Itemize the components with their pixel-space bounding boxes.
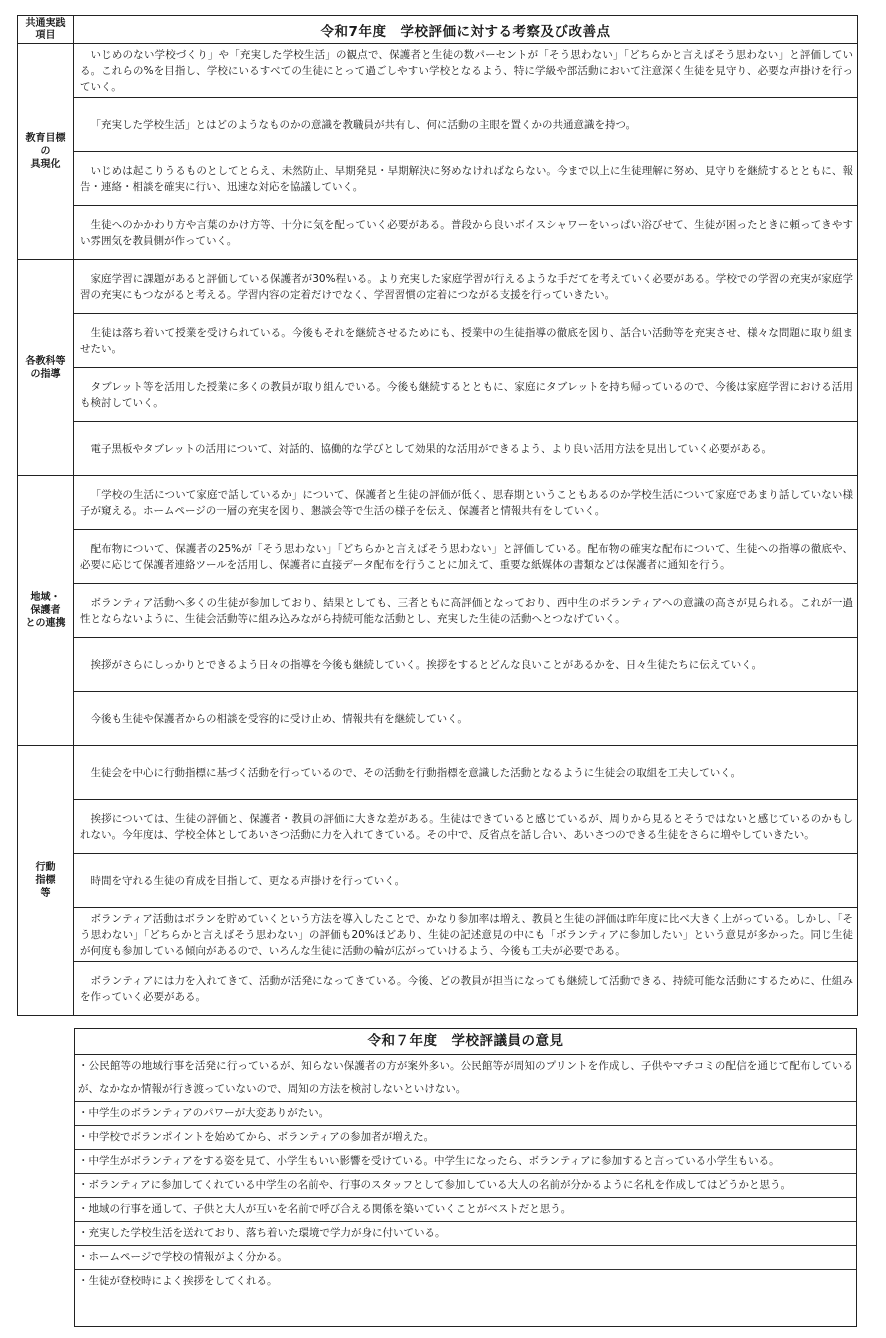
row-text: ボランティアには力を入れてきて、活動が活発になってきている。今後、どの教員が担当になっても継続して活動できる、持続可能な活動にするために、仕組みを作っていく必要がある。 (74, 962, 858, 1016)
list-item: ・生徒が登校時によく挨拶をしてくれる。 (78, 1275, 278, 1287)
row-text: 家庭学習に課題があると評価している保護者が30%程いる。より充実した家庭学習が行えるような手だてを考えていく必要がある。学校での学習の充実が家庭学習の充実にもつながると考える。学習内容の定着だけでなく、学習習慣の定着につながる支援を行っていきたい。 (74, 260, 858, 314)
list-item: ・ボランティアに参加してくれている中学生の名前や、行事のスタッフとして参加している大人の名前が分かるように名札を作成してはどうかと思う。 (75, 1174, 856, 1198)
row-text: 配布物について、保護者の25%が「そう思わない」「どちらかと言えばそう思わない」と評価している。配布物の確実な配布について、生徒への指導の徹底や、必要に応じて保護者連絡ツールを活用し、保護者に直接データ配布を行うことに加えて、重要な紙媒体の書類などは保護者に通知を行う。 (74, 530, 858, 584)
row-text: 挨拶がさらにしっかりとできるよう日々の指導を今後も継続していく。挨拶をするとどんな良いことがあるかを、日々生徒たちに伝えていく。 (74, 638, 858, 692)
row-text: 「充実した学校生活」とはどのようなものかの意識を教職員が共有し、何に活動の主眼を置くかの共通意識を持つ。 (74, 98, 858, 152)
row-text: 「学校の生活について家庭で話しているか」について、保護者と生徒の評価が低く、思春期ということもあるのか学校生活について家庭であまり話していない様子が窺える。ホームページの一層の充実を図り、懇談会等で生活の様子を伝え、保護者と情報共有をしていく。 (74, 476, 858, 530)
row-text: ボランティア活動はボランを貯めていくという方法を導入したことで、かなり参加率は増え、教員と生徒の評価は昨年度に比べ大きく上がっている。しかし、「そう思わない」「どちらかと言えばそう思わない」の評価も20%ほどあり、生徒の記述意見の中にも「ボランティアに参加したい」という意見が多かった。同じ生徒が何度も参加している傾向があるので、いろんな生徒に活動の輪が広がっていけるよう、今後も工夫が必要である。 (74, 908, 858, 962)
category-action-indicators: 行動 指標 等 (18, 746, 74, 1016)
row-text: 挨拶については、生徒の評価と、保護者・教員の評価に大きな差がある。生徒はできていると感じているが、周りから見るとそうではないと感じているのかもしれない。今年度は、学校全体としてあいさつ活動に力を入れてきている。その中で、反省点を話し合い、あいさつのできる生徒をさらに増やしていきたい。 (74, 800, 858, 854)
row-text: 今後も生徒や保護者からの相談を受容的に受け止め、情報共有を継続していく。 (74, 692, 858, 746)
list-item: ・中学生のボランティアのパワーが大変ありがたい。 (75, 1102, 856, 1126)
header-row (18, 16, 858, 44)
category-header: 共通実践 項目 (18, 16, 74, 44)
school-councilor-opinions (74, 1028, 857, 1327)
table-row (18, 422, 858, 476)
table-row (18, 260, 858, 314)
row-text: 時間を守れる生徒の育成を目指して、更なる声掛けを行っていく。 (74, 854, 858, 908)
table-title: 令和7年度 学校評価に対する考察及び改善点 (74, 16, 858, 44)
table-row (18, 152, 858, 206)
table-row (18, 44, 858, 98)
list-item: ・充実した学校生活を送れており、落ち着いた環境で学力が身に付いている。 (75, 1222, 856, 1246)
category-subject-instruction: 各教科等 の指導 (18, 260, 74, 476)
evaluation-table (17, 15, 858, 1016)
opinions-list (75, 1055, 856, 1293)
category-community-parents: 地域・ 保護者 との連携 (18, 476, 74, 746)
table-row (18, 800, 858, 854)
table-row (18, 962, 858, 1016)
list-item: ・公民館等の地域行事を活発に行っているが、知らない保護者の方が案外多い。公民館等が周知のプリントを作成し、子供やマチコミの配信を通じて配布しているが、なかなか情報が行き渡っていないので、周知の方法を検討しないといけない。 (75, 1055, 856, 1102)
row-text: いじめのない学校づくり」や「充実した学校生活」の観点で、保護者と生徒の数パーセントが「そう思わない」「どちらかと言えばそう思わない」と評価している。これらの%を目指し、学校にいるすべての生徒にとって過ごしやすい学校となるよう、特に学級や部活動において注意深く生徒を見守り、必要な声掛けを行っていく。 (74, 44, 858, 98)
table-row (18, 638, 858, 692)
list-item: ・中学校でボランポイントを始めてから、ボランティアの参加者が増えた。 (75, 1126, 856, 1150)
table-row (18, 746, 858, 800)
list-item: ・地域の行事を通して、子供と大人が互いを名前で呼び合える関係を築いていくことがベストだと思う。 (75, 1198, 856, 1222)
row-text: いじめは起こりうるものとしてとらえ、未然防止、早期発見・早期解決に努めなければならない。今まで以上に生徒理解に努め、見守りを継続するとともに、報告・連絡・相談を確実に行い、迅速な対応を協議していく。 (74, 152, 858, 206)
table-row (18, 692, 858, 746)
row-text: タブレット等を活用した授業に多くの教員が取り組んでいる。今後も継続するとともに、家庭にタブレットを持ち帰っているので、今後は家庭学習における活用も検討していく。 (74, 368, 858, 422)
row-text: 生徒会を中心に行動指標に基づく活動を行っているので、その活動を行動指標を意識した活動となるように生徒会の取組を工夫していく。 (74, 746, 858, 800)
table-row (18, 206, 858, 260)
category-education-goals: 教育目標 の 具現化 (18, 44, 74, 260)
table-row (18, 854, 858, 908)
table-row (18, 98, 858, 152)
row-text: 生徒へのかかわり方や言葉のかけ方等、十分に気を配っていく必要がある。普段から良いボイスシャワーをいっぱい浴びせて、生徒が困ったときに頼ってきやすい雰囲気を教員側が作っていく。 (74, 206, 858, 260)
table-row (18, 368, 858, 422)
table-row (18, 584, 858, 638)
list-item: ・ホームページで学校の情報がよく分かる。 (75, 1246, 856, 1270)
table-row (18, 314, 858, 368)
table-row (18, 908, 858, 962)
table-row (18, 476, 858, 530)
list-item: ・中学生がボランティアをする姿を見て、小学生もいい影響を受けている。中学生になったら、ボランティアに参加すると言っている小学生もいる。 (75, 1150, 856, 1174)
row-text: ボランティア活動へ多くの生徒が参加しており、結果としても、三者ともに高評価となっており、西中生のボランティアへの意識の高さが見られる。これが一過性とならないように、生徒会活動等に組み込みながら持続可能な活動とし、充実した生徒の活動へとつなげていく。 (74, 584, 858, 638)
row-text: 生徒は落ち着いて授業を受けられている。今後もそれを継続させるためにも、授業中の生徒指導の徹底を図り、話合い活動等を充実させ、様々な問題に取り組ませたい。 (74, 314, 858, 368)
table-row (18, 530, 858, 584)
opinions-title: 令和７年度 学校評議員の意見 (75, 1029, 856, 1055)
row-text: 電子黒板やタブレットの活用について、対話的、協働的な学びとして効果的な活用ができるよう、より良い活用方法を見出していく必要がある。 (74, 422, 858, 476)
